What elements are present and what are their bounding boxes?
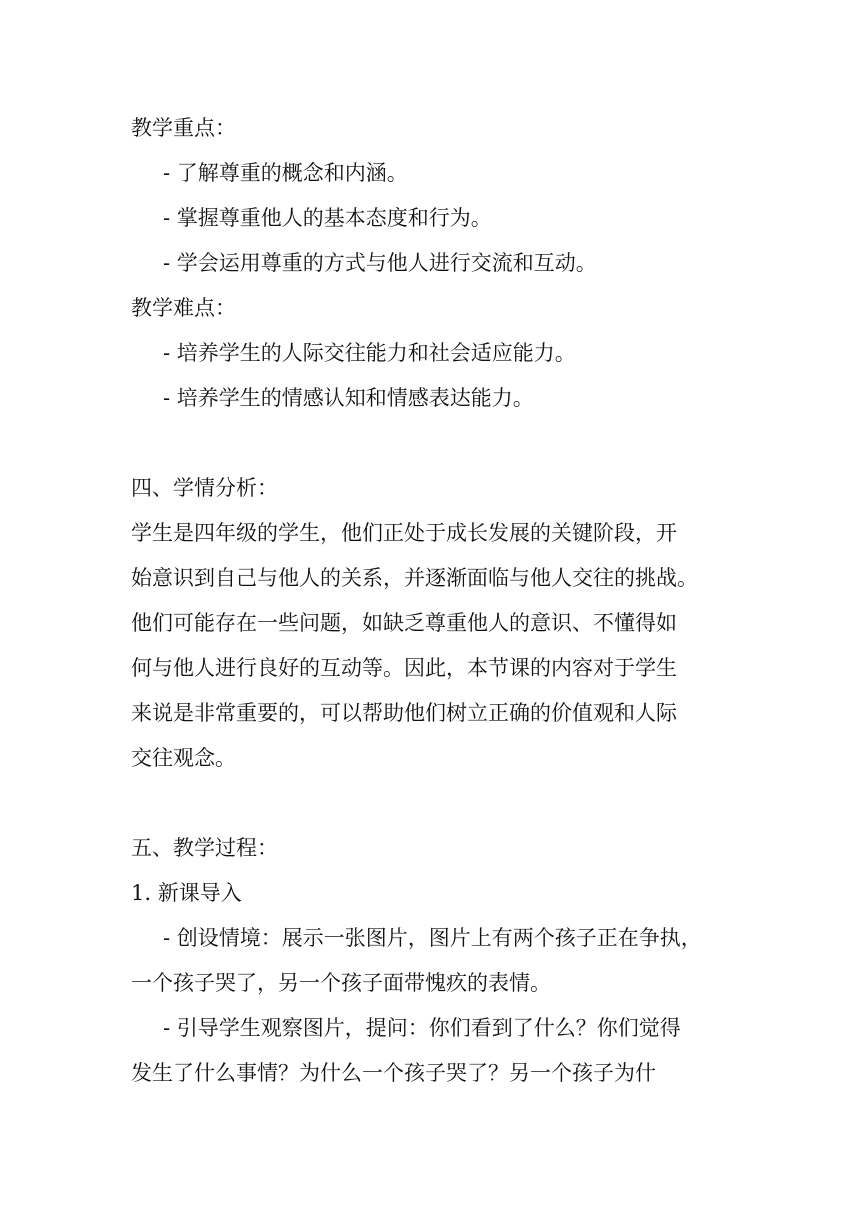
focus-item: - 掌握尊重他人的基本态度和行为。 (163, 206, 492, 230)
step1-bullet-line: - 引导学生观察图片，提问：你们看到了什么？你们觉得 (163, 1016, 681, 1040)
focus-heading: 教学重点： (131, 116, 236, 140)
step1-bullet-continuation: 一个孩子哭了，另一个孩子面带愧疚的表情。 (131, 971, 551, 995)
step1-bullet-continuation: 发生了什么事情？为什么一个孩子哭了？另一个孩子为什 (131, 1061, 656, 1085)
focus-item: - 了解尊重的概念和内涵。 (163, 161, 408, 185)
section4-paragraph-line: 学生是四年级的学生，他们正处于成长发展的关键阶段，开 (131, 521, 677, 545)
focus-item: - 学会运用尊重的方式与他人进行交流和互动。 (163, 251, 597, 275)
difficulty-heading: 教学难点： (131, 296, 236, 320)
section4-paragraph-line: 交往观念。 (131, 746, 236, 770)
section4-paragraph-line: 何与他人进行良好的互动等。因此，本节课的内容对于学生 (131, 656, 677, 680)
section4-paragraph-line: 他们可能存在一些问题，如缺乏尊重他人的意识、不懂得如 (131, 611, 677, 635)
section4-paragraph-line: 始意识到自己与他人的关系，并逐渐面临与他人交往的挑战。 (131, 566, 698, 590)
difficulty-item: - 培养学生的人际交往能力和社会适应能力。 (163, 341, 576, 365)
step1-bullet-line: - 创设情境：展示一张图片，图片上有两个孩子正在争执， (163, 926, 702, 950)
difficulty-item: - 培养学生的情感认知和情感表达能力。 (163, 386, 534, 410)
step1-title: 1. 新课导入 (131, 881, 242, 905)
section5-heading: 五、教学过程： (131, 836, 278, 860)
section4-heading: 四、学情分析： (131, 476, 278, 500)
section4-paragraph-line: 来说是非常重要的，可以帮助他们树立正确的价值观和人际 (131, 701, 677, 725)
